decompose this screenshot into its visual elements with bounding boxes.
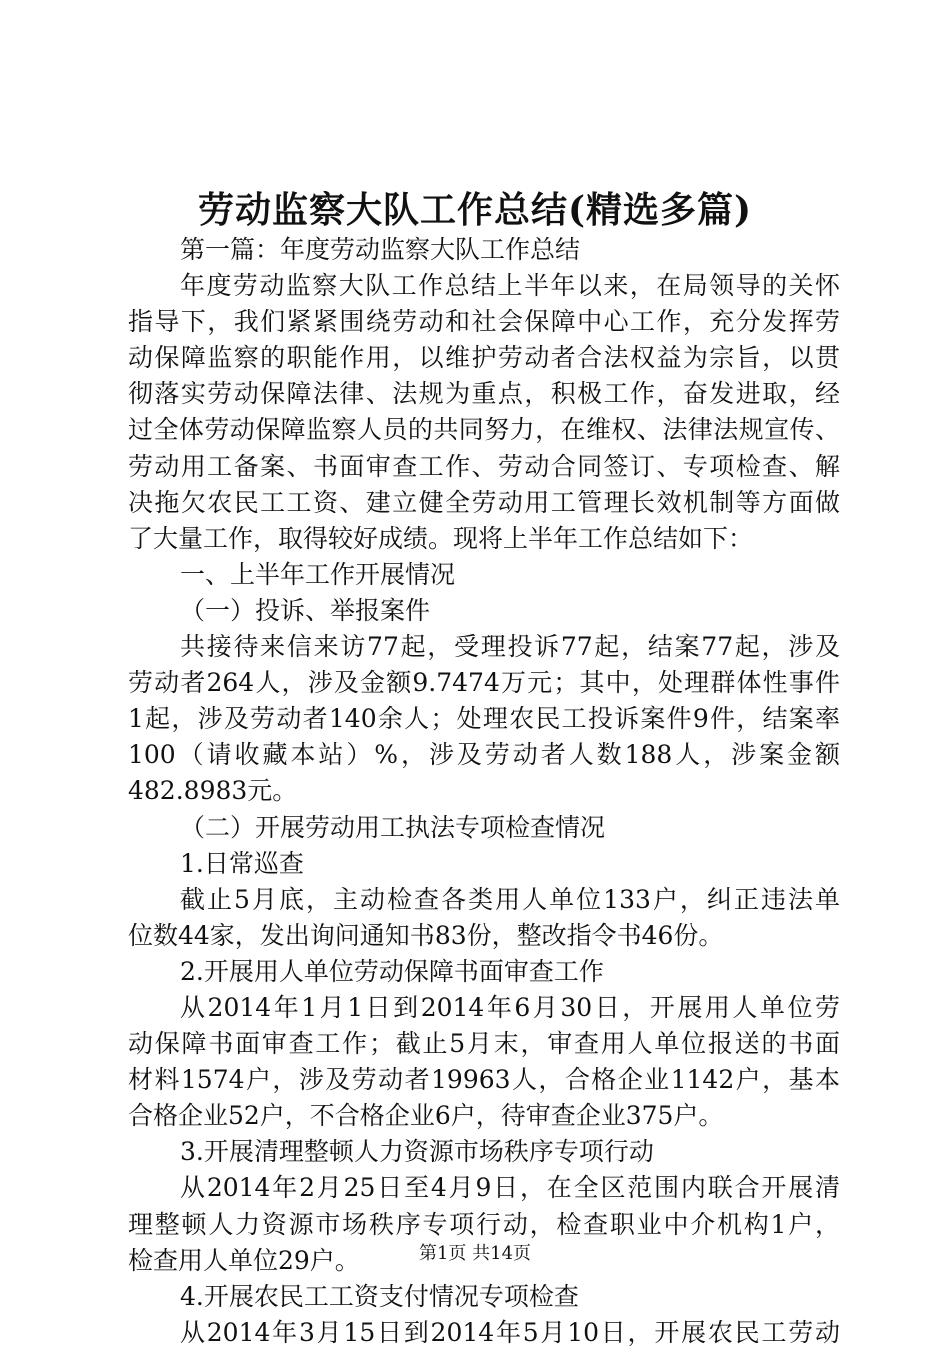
page-footer: 第1页 共14页 (418, 1243, 532, 1264)
paragraph-line: 年度劳动监察大队工作总结上半年以来，在局领导的关怀 (180, 271, 840, 301)
paragraph-line: 理整顿人力资源市场秩序专项行动，检查职业中介机构1户， (128, 1209, 840, 1239)
item-heading: 3.开展清理整顿人力资源市场秩序专项行动 (180, 1137, 654, 1167)
subsection-heading: （一）投诉、举报案件 (180, 595, 431, 625)
paragraph-line: 482.8983元。 (128, 776, 298, 806)
paragraph-line: 指导下，我们紧紧围绕劳动和社会保障中心工作，充分发挥劳 (128, 307, 840, 337)
paragraph-line: 从2014年3月15日到2014年5月10日，开展农民工劳动 (180, 1317, 840, 1347)
paragraph-line: 过全体劳动保障监察人员的共同努力，在维权、法律法规宣传、 (128, 415, 840, 445)
item-heading: 2.开展用人单位劳动保障书面审查工作 (180, 956, 604, 986)
paragraph-line: 从2014年2月25日至4月9日，在全区范围内联合开展清 (180, 1173, 840, 1203)
paragraph-line: 从2014年1月1日到2014年6月30日，开展用人单位劳 (180, 992, 840, 1022)
paragraph-line: 位数44家，发出询问通知书83份，整改指令书46份。 (128, 920, 724, 950)
section-heading: 第一篇：年度劳动监察大队工作总结 (180, 235, 581, 264)
paragraph-line: 截止5月底，主动检查各类用人单位133户，纠正违法单 (180, 884, 840, 914)
paragraph-line: 1起，涉及劳动者140余人；处理农民工投诉案件9件，结案率 (128, 704, 840, 734)
document-title: 劳动监察大队工作总结(精选多篇) (197, 189, 753, 231)
document-body (128, 232, 840, 1351)
section-heading: 一、上半年工作开展情况 (180, 559, 456, 589)
paragraph-line: 100（请收藏本站）%，涉及劳动者人数188人，涉案金额 (128, 740, 840, 770)
paragraph-line: 劳动用工备案、书面审查工作、劳动合同签订、专项检查、解 (128, 451, 840, 481)
paragraph-line: 动保障书面审查工作；截止5月末，审查用人单位报送的书面 (128, 1029, 840, 1059)
paragraph-line: 决拖欠农民工工资、建立健全劳动用工管理长效机制等方面做 (128, 487, 840, 517)
paragraph-line: 彻落实劳动保障法律、法规为重点，积极工作，奋发进取，经 (128, 379, 840, 409)
paragraph-line: 检查用人单位29户。 (128, 1245, 360, 1275)
paragraph-line: 共接待来信来访77起，受理投诉77起，结案77起，涉及 (180, 632, 840, 662)
paragraph-line: 材料1574户，涉及劳动者19963人，合格企业1142户，基本 (128, 1065, 840, 1095)
paragraph-line: 合格企业52户，不合格企业6户，待审查企业375户。 (128, 1101, 724, 1131)
paragraph-line: 劳动者264人，涉及金额9.7474万元；其中，处理群体性事件 (128, 668, 840, 698)
subsection-heading: （二）开展劳动用工执法专项检查情况 (180, 812, 606, 842)
item-heading: 4.开展农民工工资支付情况专项检查 (180, 1281, 579, 1311)
paragraph-line: 了大量工作，取得较好成绩。现将上半年工作总结如下： (128, 523, 754, 553)
paragraph-line: 动保障监察的职能作用，以维护劳动者合法权益为宗旨，以贯 (128, 343, 840, 373)
item-heading: 1.日常巡查 (180, 848, 304, 878)
